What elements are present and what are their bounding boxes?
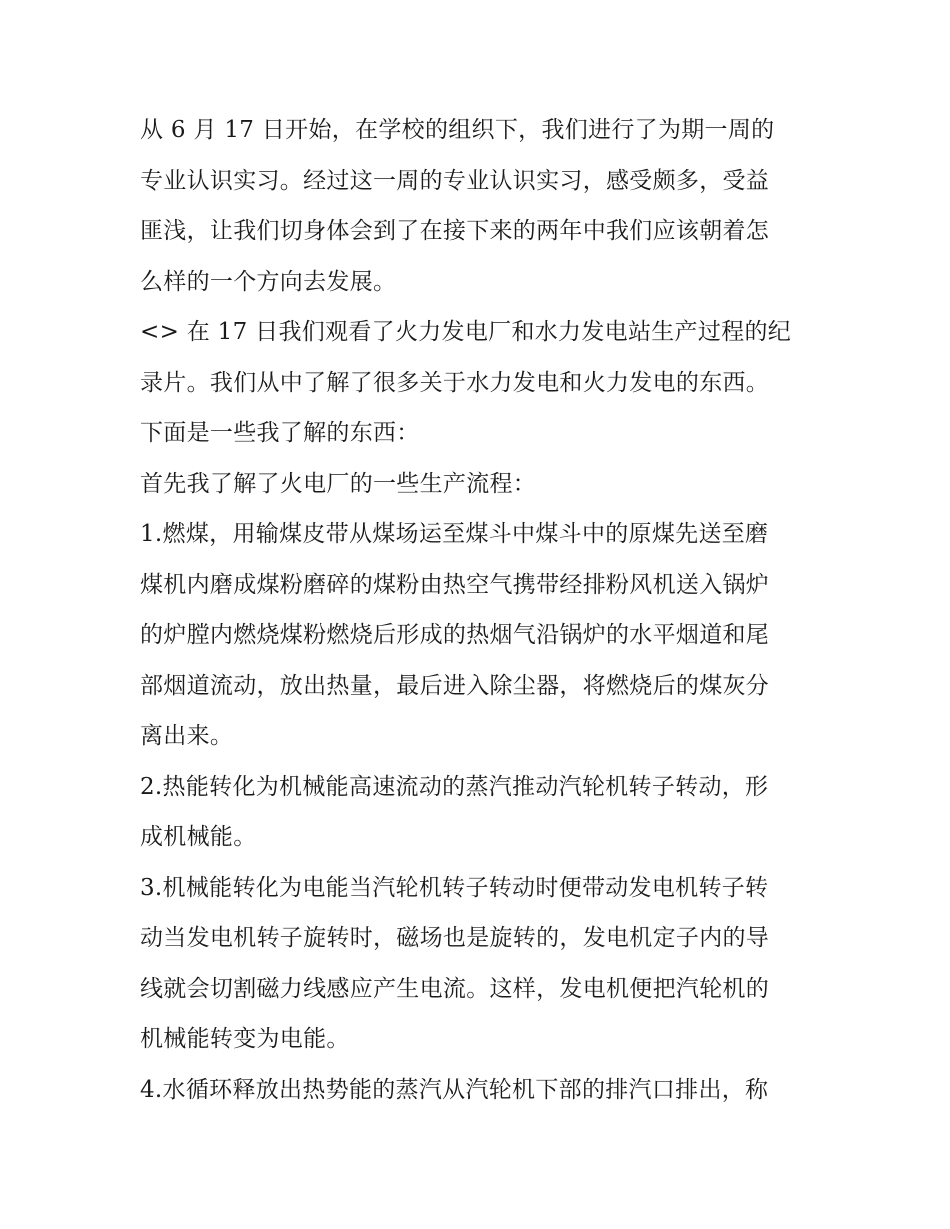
text-line: 下面是一些我了解的东西：	[140, 420, 420, 446]
text-line: 从 6 月 17 日开始，在学校的组织下，我们进行了为期一周的	[140, 117, 775, 143]
text-line: 录片。我们从中了解了很多关于水力发电和火力发电的东西。	[140, 370, 770, 396]
text-line: 部烟道流动，放出热量，最后进入除尘器，将燃烧后的煤灰分	[140, 673, 770, 699]
text-line: 2.热能转化为机械能高速流动的蒸汽推动汽轮机转子转动，形	[140, 774, 769, 800]
text-line: 离出来。	[140, 723, 234, 749]
text-line: 煤机内磨成煤粉磨碎的煤粉由热空气携带经排粉风机送入锅炉	[140, 572, 770, 598]
text-line: 匪浅，让我们切身体会到了在接下来的两年中我们应该朝着怎	[140, 218, 770, 244]
text-line: 成机械能。	[140, 824, 257, 850]
text-line: 3.机械能转化为电能当汽轮机转子转动时便带动发电机转子转	[140, 875, 769, 901]
text-line: 动当发电机转子旋转时，磁场也是旋转的，发电机定子内的导	[140, 925, 770, 951]
text-line: 的炉膛内燃烧煤粉燃烧后形成的热烟气沿锅炉的水平烟道和尾	[140, 622, 770, 648]
text-line: 4.水循环释放出热势能的蒸汽从汽轮机下部的排汽口排出，称	[140, 1077, 769, 1103]
text-line: <> 在 17 日我们观看了火力发电厂和水力发电站生产过程的纪	[140, 319, 792, 345]
text-line: 机械能转变为电能。	[140, 1026, 350, 1052]
text-line: 线就会切割磁力线感应产生电流。这样，发电机便把汽轮机的	[140, 976, 770, 1002]
text-line: 1.燃煤，用输煤皮带从煤场运至煤斗中煤斗中的原煤先送至磨	[140, 521, 769, 547]
text-line: 专业认识实习。经过这一周的专业认识实习，感受颇多，受益	[140, 168, 770, 194]
text-line: 首先我了解了火电厂的一些生产流程：	[140, 471, 537, 497]
text-line: 么样的一个方向去发展。	[140, 269, 397, 295]
